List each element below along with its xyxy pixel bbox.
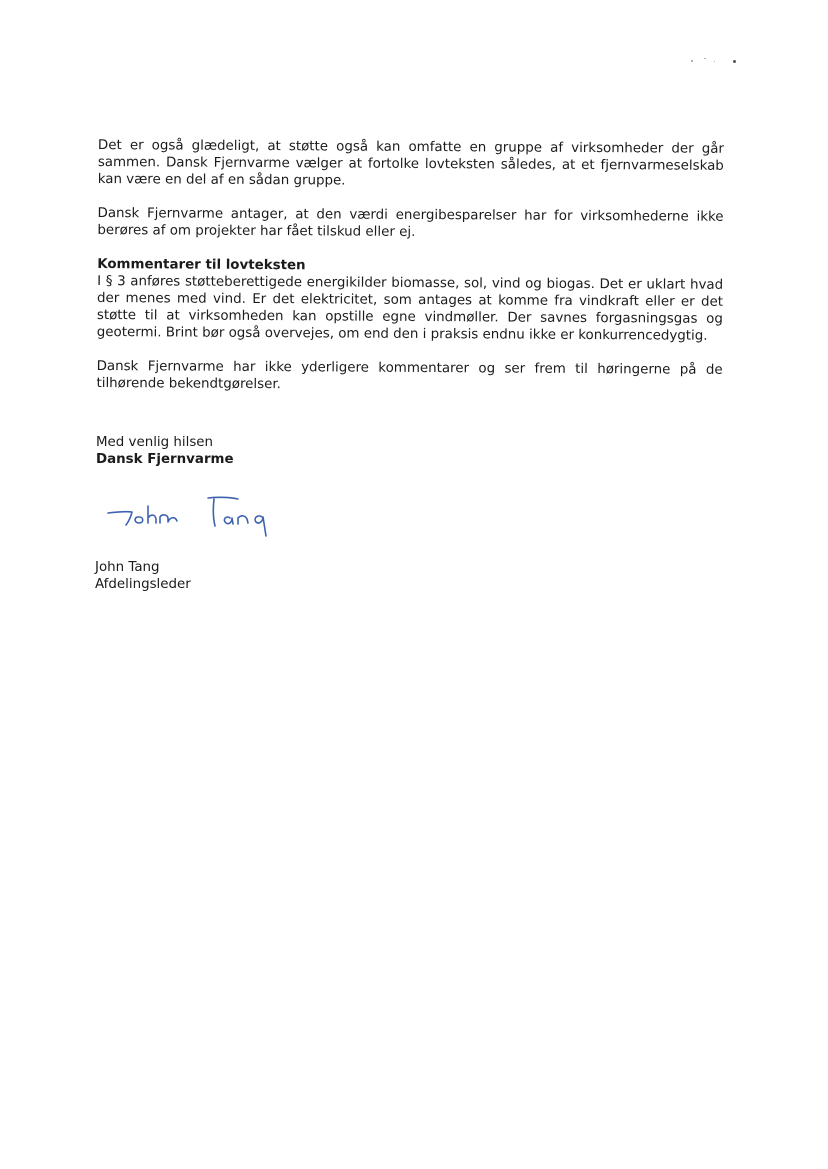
letter-body [96,137,724,396]
handwritten-signature [104,492,304,542]
paragraph-group-support: Det er også glædeligt, at støtte også kan omfatte en gruppe af virksomheder der går sammen. Dansk Fjernvarme vælger at fortolke lovteksten således, at et fjernvarmeselskab kan være en del af en sådan gruppe. [97,137,724,189]
signature-stroke-j [108,512,132,525]
signature-stroke-a [224,517,233,524]
signer-title: Afdelingsleder [95,577,191,592]
paragraph-closing-remarks: Dansk Fjernvarme har ikke yderligere kommentarer og ser frem til høringerne på de tilhørende bekendtgørelser. [96,358,723,393]
section-heading: Kommentarer til lovteksten [97,256,306,274]
closing-block [96,434,234,468]
salutation: Med venlig hilsen [96,435,214,450]
scan-speck [704,58,706,59]
signer-name: John Tang [95,560,160,575]
scan-speck [691,60,693,62]
signer-block [95,559,191,593]
signature-stroke-n2 [238,516,248,524]
signature-stroke-h [148,506,156,523]
signature-stroke-n [160,515,177,523]
organization-name: Dansk Fjernvarme [96,452,234,467]
paragraph-energy-savings: Dansk Fjernvarme antager, at den værdi energibesparelser har for virksomhederne ikke berøres af om projekter har fået tilskud eller ej. [97,205,724,240]
signature-stroke-g [255,516,266,536]
scan-speck [714,61,715,62]
signature-stroke-t-stem [213,499,215,526]
signature-stroke-t-bar [208,497,238,499]
scan-speck [733,60,736,63]
signature-stroke-o [135,517,143,523]
paragraph-energy-sources: I § 3 anføres støtteberettigede energikilder biomasse, sol, vind og biogas. Det er uklart hvad der menes med vind. Er det elektricitet, som antages at komme fra vindkraft eller er det støtte til at virksomheden kan opstille egne vindmøller. Der savnes forgasningsgas og geotermi. Brint bør også overvejes, om end den i praksis endnu ikke er konkurrencedygtig. [96,273,724,344]
